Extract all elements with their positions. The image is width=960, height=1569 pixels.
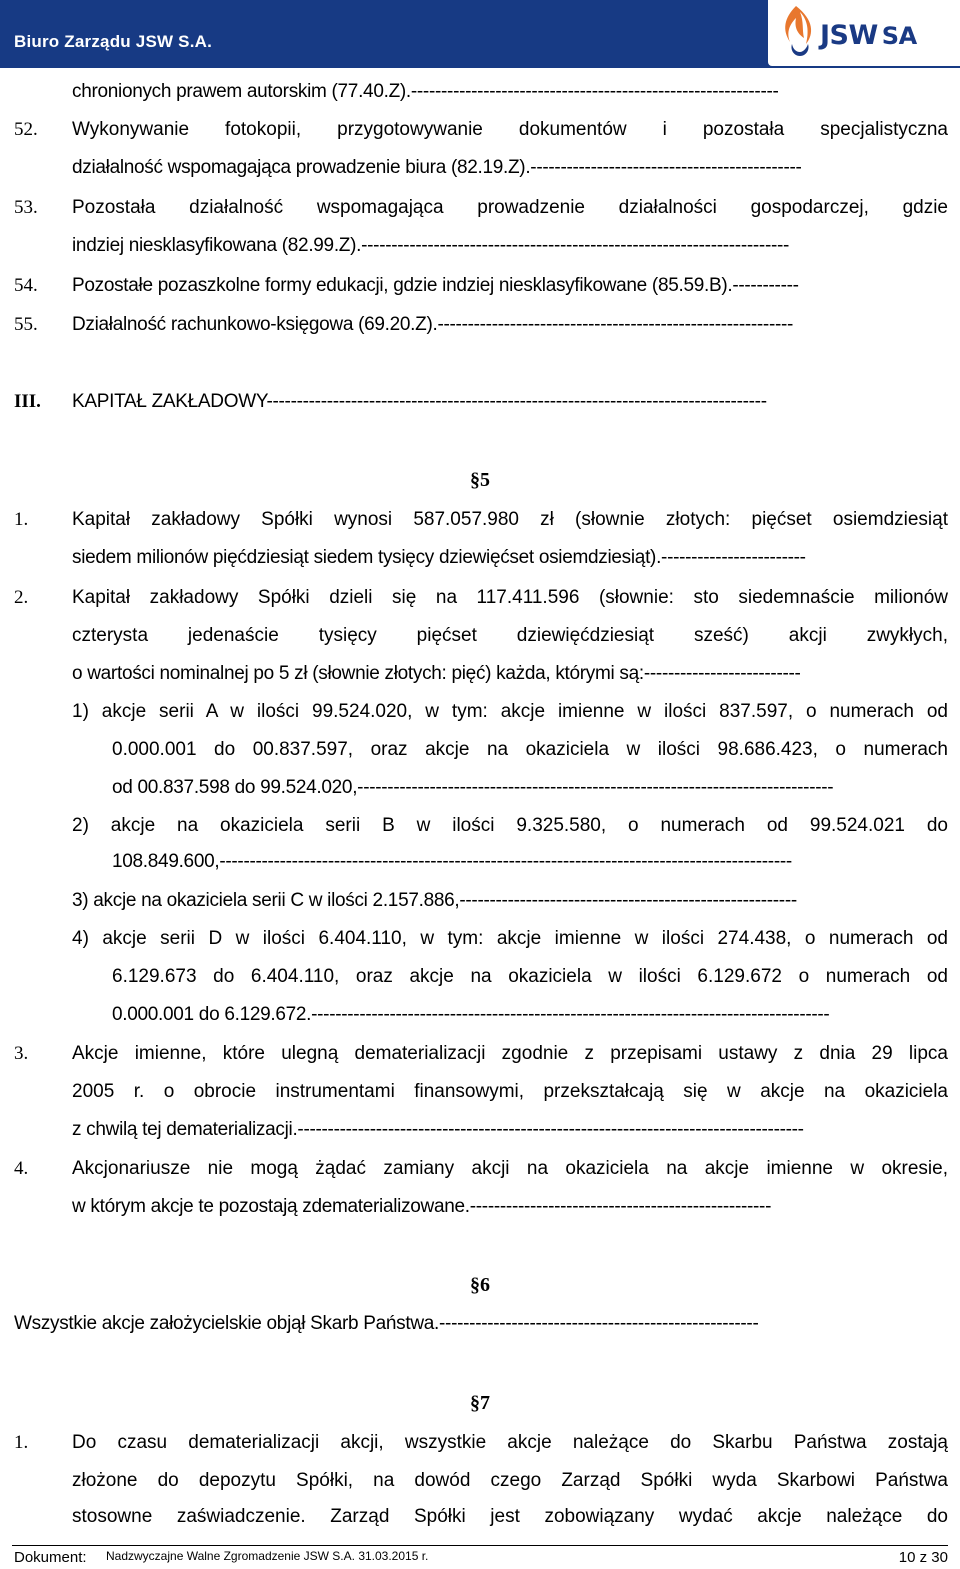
series-a-line1: 1) akcje serii A w ilości 99.524.020, w tym: akcje imienne w ilości 837.597, o numerach od [72,701,948,722]
item-number: 3. [14,1043,29,1064]
activity-52-line1: Wykonywanie fotokopii, przygotowywanie dokumentów i pozostała specjalistyczna [72,119,948,140]
activity-54-line1: Pozostałe pozaszkolne formy edukacji, gdzie indziej niesklasyfikowane (85.59.B).----------- [72,275,799,296]
paragraph-heading-6: §6 [470,1274,490,1296]
footer-label: Dokument: [14,1549,87,1566]
item-number: 53. [14,197,38,218]
p7-1-line2: złożone do depozytu Spółki, na dowód czego Zarząd Spółki wyda Skarbowi Państwa [72,1470,948,1491]
series-b-line1: 2) akcje na okaziciela serii B w ilości 9.325.580, o numerach od 99.524.021 do [72,815,948,836]
item-number: 4. [14,1158,29,1179]
p5-2-line1: Kapitał zakładowy Spółki dzieli się na 117.411.596 (słownie: sto siedemnaście milionów [72,587,948,608]
item-number: 55. [14,314,38,335]
paragraph-heading-5: §5 [470,469,490,491]
item-number: 1. [14,1432,29,1453]
p5-3-line3: z chwilą tej dematerializacji.------------------------------------------------------------------------------------ [72,1119,804,1140]
p5-1-line2: siedem milionów pięćdziesiąt siedem tysięcy dziewięćset osiemdziesiąt).------------------------ [72,547,806,568]
section-number: III. [14,391,41,412]
section-title: KAPITAŁ ZAKŁADOWY----------------------------------------------------------------------------------- [72,391,767,412]
footer-document-title: Nadzwyczajne Walne Zgromadzenie JSW S.A. 31.03.2015 r. [106,1549,429,1563]
p7-1-line1: Do czasu dematerializacji akcji, wszystkie akcje należące do Skarbu Państwa zostają [72,1432,948,1453]
activity-53-line2: indziej niesklasyfikowana (82.99.Z).----------------------------------------------------------------------- [72,235,790,256]
p5-3-line1: Akcje imienne, które ulegną dematerializacji zgodnie z przepisami ustawy z dnia 29 lipca [72,1043,948,1064]
item-number: 2. [14,587,29,608]
p5-2-line3: o wartości nominalnej po 5 zł (słownie złotych: pięć) każda, którymi są:-------------------------- [72,663,801,684]
activity-53-line1: Pozostała działalność wspomagająca prowadzenie działalności gospodarczej, gdzie [72,197,948,218]
item-number: 54. [14,275,38,296]
item-number: 1. [14,509,29,530]
p5-2-line2: czterysta jedenaście tysięcy pięćset dziewięćdziesiąt sześć) akcji zwykłych, [72,625,948,646]
footer-divider [12,1545,948,1546]
activity-55-line1: Działalność rachunkowo-księgowa (69.20.Z).----------------------------------------------------------- [72,314,794,335]
header-title: Biuro Zarządu JSW S.A. [14,32,213,51]
series-a-line3: od 00.837.598 do 99.524.020,------------------------------------------------------------------------------- [112,777,834,798]
activity-51-continuation: chronionych prawem autorskim (77.40.Z).------------------------------------------------------------- [72,81,779,102]
p5-4-line2: w którym akcje te pozostają zdematerializowane.-------------------------------------------------- [72,1196,772,1217]
series-d-line2: 6.129.673 do 6.404.110, oraz akcje na okaziciela w ilości 6.129.672 o numerach od [112,966,948,987]
series-c-line1: 3) akcje na okaziciela serii C w ilości 2.157.886,-------------------------------------------------------- [72,890,797,911]
activity-52-line2: działalność wspomagająca prowadzenie biura (82.19.Z).--------------------------------------------- [72,157,802,178]
logo-wordmark: JSW SA [820,20,917,51]
series-d-line1: 4) akcje serii D w ilości 6.404.110, w tym: akcje imienne w ilości 274.438, o numerach od [72,928,948,949]
p7-1-line3: stosowne zaświadczenie. Zarząd Spółki jest zobowiązany wydać akcje należące do [72,1506,948,1527]
p6-text: Wszystkie akcje założycielskie objął Skarb Państwa.----------------------------------------------------- [14,1313,759,1334]
series-b-line2: 108.849.600,----------------------------------------------------------------------------------------------- [112,851,792,872]
series-d-line3: 0.000.001 do 6.129.672.-------------------------------------------------------------------------------------- [112,1004,830,1025]
p5-4-line1: Akcjonariusze nie mogą żądać zamiany akcji na okaziciela na akcje imienne w okresie, [72,1158,948,1179]
series-a-line2: 0.000.001 do 00.837.597, oraz akcje na okaziciela w ilości 98.686.423, o numerach [112,739,948,760]
paragraph-heading-7: §7 [470,1392,490,1414]
p5-3-line2: 2005 r. o obrocie instrumentami finansowymi, przekształcają się w akcje na okaziciela [72,1081,948,1102]
p5-1-line1: Kapitał zakładowy Spółki wynosi 587.057.980 zł (słownie złotych: pięćset osiemdziesiąt [72,509,948,530]
page-number: 10 z 30 [898,1549,948,1566]
item-number: 52. [14,119,38,140]
